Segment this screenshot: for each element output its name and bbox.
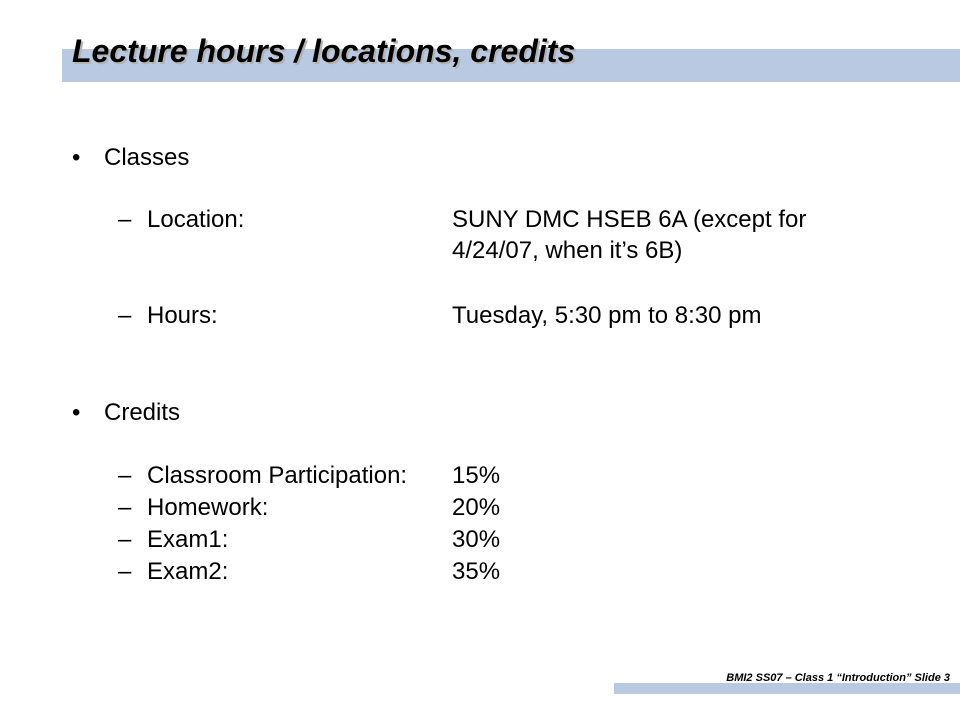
credit-label: Classroom Participation: bbox=[147, 462, 408, 489]
dash-location: – bbox=[118, 206, 132, 233]
hours-label: Hours: bbox=[147, 302, 218, 329]
dash-credit-3: – bbox=[118, 526, 132, 553]
slide-footer: BMI2 SS07 – Class 1 “Introduction” Slide 3 bbox=[726, 672, 950, 684]
footer-band bbox=[614, 683, 960, 694]
hours-value: Tuesday, 5:30 pm to 8:30 pm bbox=[452, 302, 762, 329]
dash-hours: – bbox=[118, 302, 132, 329]
slide-title: Lecture hours / locations, credits bbox=[72, 33, 576, 69]
credit-label: Exam2: bbox=[147, 558, 229, 585]
credit-label: Homework: bbox=[147, 494, 269, 521]
dash-credit-2: – bbox=[118, 494, 132, 521]
credit-value: 30% bbox=[452, 526, 501, 553]
bullet-credits: • bbox=[72, 399, 81, 426]
location-value-line2: 4/24/07, when it’s 6B) bbox=[452, 237, 683, 264]
classes-heading: Classes bbox=[104, 144, 190, 171]
credits-heading: Credits bbox=[104, 399, 181, 426]
credit-value: 20% bbox=[452, 494, 501, 521]
dash-credit-4: – bbox=[118, 558, 132, 585]
credit-value: 15% bbox=[452, 462, 501, 489]
credit-label: Exam1: bbox=[147, 526, 229, 553]
bullet-classes: • bbox=[72, 144, 81, 171]
location-label: Location: bbox=[147, 206, 245, 233]
dash-credit-1: – bbox=[118, 462, 132, 489]
credit-value: 35% bbox=[452, 558, 501, 585]
location-value-line1: SUNY DMC HSEB 6A (except for bbox=[452, 206, 807, 233]
